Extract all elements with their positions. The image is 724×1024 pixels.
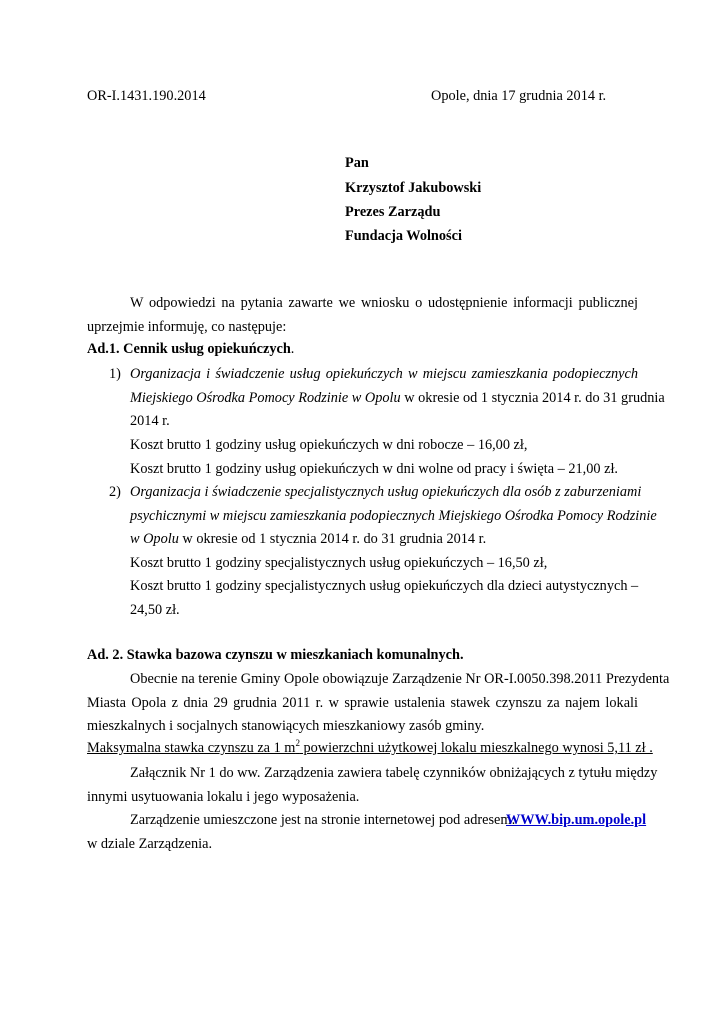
item-1-line-1: Organizacja i świadczenie usług opiekuńczych w miejscu zamieszkania podopiecznych [130,366,638,382]
section-2-para-3-line-2: w dziale Zarządzenia. [87,836,213,852]
intro-line-2: uprzejmie informuję, co następuje: [87,319,287,335]
recipient-salutation: Pan [345,155,369,171]
item-2-line-3-rest: w okresie od 1 stycznia 2014 r. do 31 grudnia 2014 r. [178,531,487,547]
bip-website-link[interactable]: WWW.bip.um.opole.pl [506,812,647,828]
reference-number: OR-I.1431.190.2014 [87,88,206,104]
item-1-number: 1) [109,366,121,382]
section-2-para-3-line-1: Zarządzenie umieszczone jest na stronie internetowej pod adresem: [130,812,516,828]
max-rent-rate [87,740,653,757]
section-2-para-2-line-1: Załącznik Nr 1 do ww. Zarządzenia zawiera tabelę czynników obniżających z tytułu między [130,765,658,781]
max-rent-rate-after: powierzchni użytkowej lokalu mieszkalnego wynosi 5,11 zł . [299,740,653,756]
section-2-para-1-line-2: Miasta Opola z dnia 29 grudnia 2011 r. w sprawie ustalenia stawek czynszu za najem lokali [87,695,638,711]
item-2-line-2: psychicznymi w miejscu zamieszkania podopiecznych Miejskiego Ośrodka Pomocy Rodzinie [130,508,657,524]
section-1-heading [87,341,294,358]
item-2-price-autistic-line-2: 24,50 zł. [130,602,180,618]
item-1-line-2-italic: Miejskiego Ośrodka Pomocy Rodzinie w Opolu [130,390,401,406]
section-2-para-1-line-1: Obecnie na terenie Gminy Opole obowiązuje Zarządzenie Nr OR-I.0050.398.2011 Prezydenta [130,671,670,687]
max-rent-rate-before: Maksymalna stawka czynszu za 1 m [87,740,296,756]
recipient-name: Krzysztof Jakubowski [345,180,482,196]
recipient-organization: Fundacja Wolności [345,228,462,244]
item-1-line-2 [130,390,665,407]
place-and-date: Opole, dnia 17 grudnia 2014 r. [431,88,607,104]
item-2-number: 2) [109,484,121,500]
item-2-line-3 [130,531,486,548]
section-2-para-2-line-2: innymi usytuowania lokalu i jego wyposażenia. [87,789,360,805]
section-1-heading-period: . [290,341,295,357]
item-1-price-weekday: Koszt brutto 1 godziny usług opiekuńczych w dni robocze – 16,00 zł, [130,437,528,453]
item-1-line-3: 2014 r. [130,413,170,429]
item-1-price-holiday: Koszt brutto 1 godziny usług opiekuńczych w dni wolne od pracy i święta – 21,00 zł. [130,461,618,477]
intro-line-1: W odpowiedzi na pytania zawarte we wniosku o udostępnienie informacji publicznej [130,295,638,311]
max-rent-rate-superscript: 2 [295,738,300,748]
section-2-heading: Ad. 2. Stawka bazowa czynszu w mieszkaniach komunalnych. [87,647,464,663]
section-1-heading-text: Ad.1. Cennik usług opiekuńczych [87,341,291,357]
item-2-line-3-italic: w Opolu [130,531,179,547]
item-2-price-specialist: Koszt brutto 1 godziny specjalistycznych usług opiekuńczych – 16,50 zł, [130,555,548,571]
item-2-price-autistic-line-1: Koszt brutto 1 godziny specjalistycznych usług opiekuńczych dla dzieci autystycznych – [130,578,639,594]
section-2-para-1-line-3: mieszkalnych i socjalnych stanowiących mieszkaniowy zasób gminy. [87,718,485,734]
item-2-line-1: Organizacja i świadczenie specjalistycznych usług opiekuńczych dla osób z zaburzeniami [130,484,642,500]
item-1-line-2-rest: w okresie od 1 stycznia 2014 r. do 31 grudnia [400,390,665,406]
recipient-position: Prezes Zarządu [345,204,441,220]
